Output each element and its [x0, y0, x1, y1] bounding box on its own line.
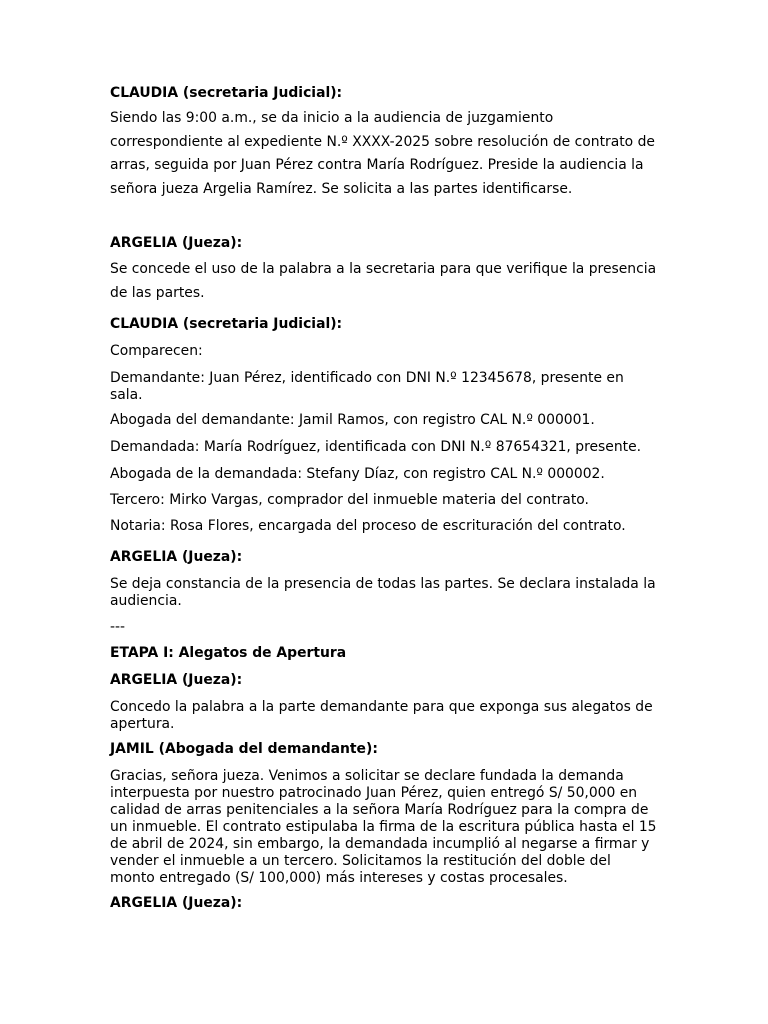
- speaker-label-argelia: ARGELIA (Jueza):: [110, 895, 243, 911]
- attendance-item: Tercero: Mirko Vargas, comprador del inmueble materia del contrato.: [110, 492, 589, 508]
- speaker-label-claudia: CLAUDIA (secretaria Judicial):: [110, 316, 343, 332]
- attendance-item: Notaria: Rosa Flores, encargada del proceso de escrituración del contrato.: [110, 518, 626, 534]
- paragraph-plaintiff-argument: Gracias, señora jueza. Venimos a solicitar se declare fundada la demanda interpuesta por nuestro patrocinado Juan Pérez, quien entregó S/ 50,000 en calidad de arras penitenciales a la señora María Rodríguez para la compra de un inmueble. El contrato estipulaba la firma de la escritura pública hasta el 15 de abril de 2024, sin embargo, la demandada incumplió al negarse a firmar y vender el inmueble a un tercero. Solicitamos la restitución del doble del monto entregado (S/ 100,000) más intereses y costas procesales.: [110, 768, 657, 886]
- attendance-intro: Comparecen:: [110, 343, 203, 359]
- speaker-label-jamil: JAMIL (Abogada del demandante):: [110, 741, 378, 757]
- attendance-item: Abogada de la demandada: Stefany Díaz, con registro CAL N.º 000002.: [110, 466, 605, 482]
- attendance-item: Abogada del demandante: Jamil Ramos, con registro CAL N.º 000001.: [110, 412, 595, 428]
- paragraph-verify-parties: Se concede el uso de la palabra a la secretaria para que verifique la presencia de las partes.: [110, 261, 657, 301]
- paragraph-opening: Siendo las 9:00 a.m., se da inicio a la audiencia de juzgamiento correspondiente al expediente N.º XXXX-2025 sobre resolución de contrato de arras, seguida por Juan Pérez contra María Rodríguez. Preside la audiencia la señora jueza Argelia Ramírez. Se solicita a las partes identificarse.: [110, 110, 655, 197]
- speaker-label-argelia: ARGELIA (Jueza):: [110, 235, 243, 251]
- attendance-item: Demandada: María Rodríguez, identificada con DNI N.º 87654321, presente.: [110, 439, 642, 455]
- paragraph-opening-arguments: Concedo la palabra a la parte demandante para que exponga sus alegatos de apertura.: [110, 699, 653, 732]
- paragraph-installation: Se deja constancia de la presencia de todas las partes. Se declara instalada la audiencia.: [110, 576, 656, 609]
- speaker-label-claudia: CLAUDIA (secretaria Judicial):: [110, 85, 343, 101]
- speaker-label-argelia: ARGELIA (Jueza):: [110, 672, 243, 688]
- section-separator: ---: [110, 619, 126, 635]
- attendance-item: Demandante: Juan Pérez, identificado con DNI N.º 12345678, presente en sala.: [110, 370, 624, 403]
- speaker-label-argelia: ARGELIA (Jueza):: [110, 549, 243, 565]
- stage-heading: ETAPA I: Alegatos de Apertura: [110, 645, 347, 661]
